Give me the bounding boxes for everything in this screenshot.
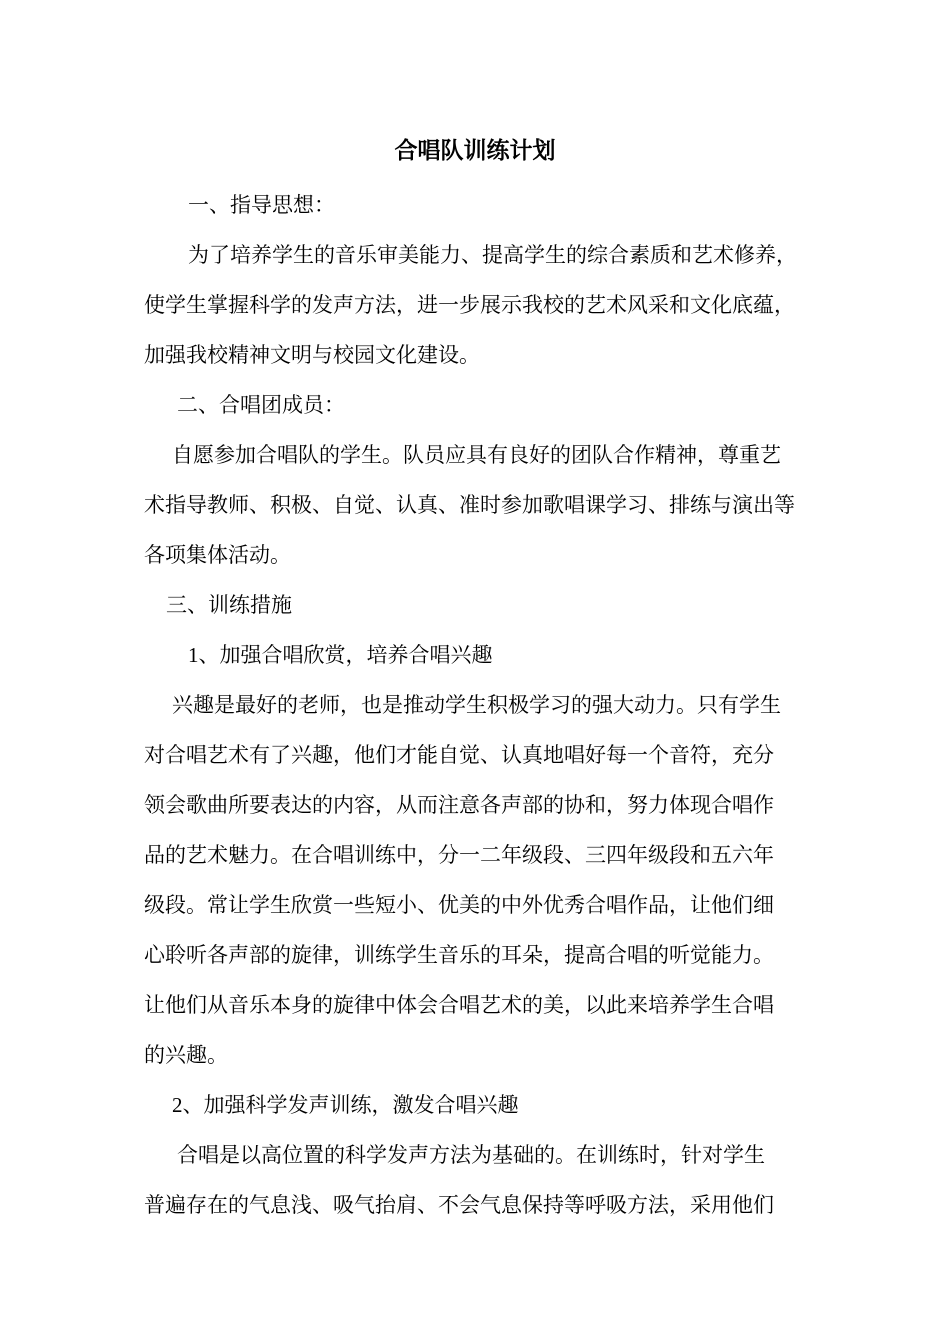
document-body [144,180,816,1230]
paragraph-line: 普遍存在的气息浅、吸气抬肩、不会气息保持等呼吸方法，采用他们 [144,1193,774,1217]
paragraph-line: 兴趣是最好的老师，也是推动学生积极学习的强大动力。只有学生 [172,693,781,717]
section-heading-training-measures: 三、训练措施 [166,593,292,617]
paragraph-line: 品的艺术魅力。在合唱训练中，分一二年级段、三四年级段和五六年 [144,843,774,867]
paragraph-line: 合唱是以高位置的科学发声方法为基础的。在训练时，针对学生 [177,1143,765,1167]
subsection-heading-vocal-training: 2、加强科学发声训练，激发合唱兴趣 [172,1093,519,1117]
paragraph-line: 级段。常让学生欣赏一些短小、优美的中外优秀合唱作品，让他们细 [144,893,774,917]
paragraph-line: 为了培养学生的音乐审美能力、提高学生的综合素质和艺术修养， [188,243,797,267]
subsection-heading-appreciation: 1、加强合唱欣赏，培养合唱兴趣 [188,643,493,667]
paragraph-line: 自愿参加合唱队的学生。队员应具有良好的团队合作精神，尊重艺 [172,443,781,467]
document-title: 合唱队训练计划 [394,138,556,164]
section-heading-members: 二、合唱团成员： [177,393,345,417]
paragraph-line: 各项集体活动。 [144,543,291,567]
paragraph-line: 心聆听各声部的旋律，训练学生音乐的耳朵，提高合唱的听觉能力。 [144,943,774,967]
paragraph-line: 加强我校精神文明与校园文化建设。 [144,343,480,367]
section-heading-guiding-ideology: 一、指导思想： [188,193,335,217]
paragraph-line: 的兴趣。 [144,1043,228,1067]
paragraph-line: 术指导教师、积极、自觉、认真、准时参加歌唱课学习、排练与演出等 [144,493,795,517]
paragraph-line: 让他们从音乐本身的旋律中体会合唱艺术的美，以此来培养学生合唱 [144,993,774,1017]
paragraph-line: 领会歌曲所要表达的内容，从而注意各声部的协和，努力体现合唱作 [144,793,774,817]
paragraph-line: 对合唱艺术有了兴趣，他们才能自觉、认真地唱好每一个音符，充分 [144,743,774,767]
paragraph-line: 使学生掌握科学的发声方法，进一步展示我校的艺术风采和文化底蕴， [144,293,795,317]
